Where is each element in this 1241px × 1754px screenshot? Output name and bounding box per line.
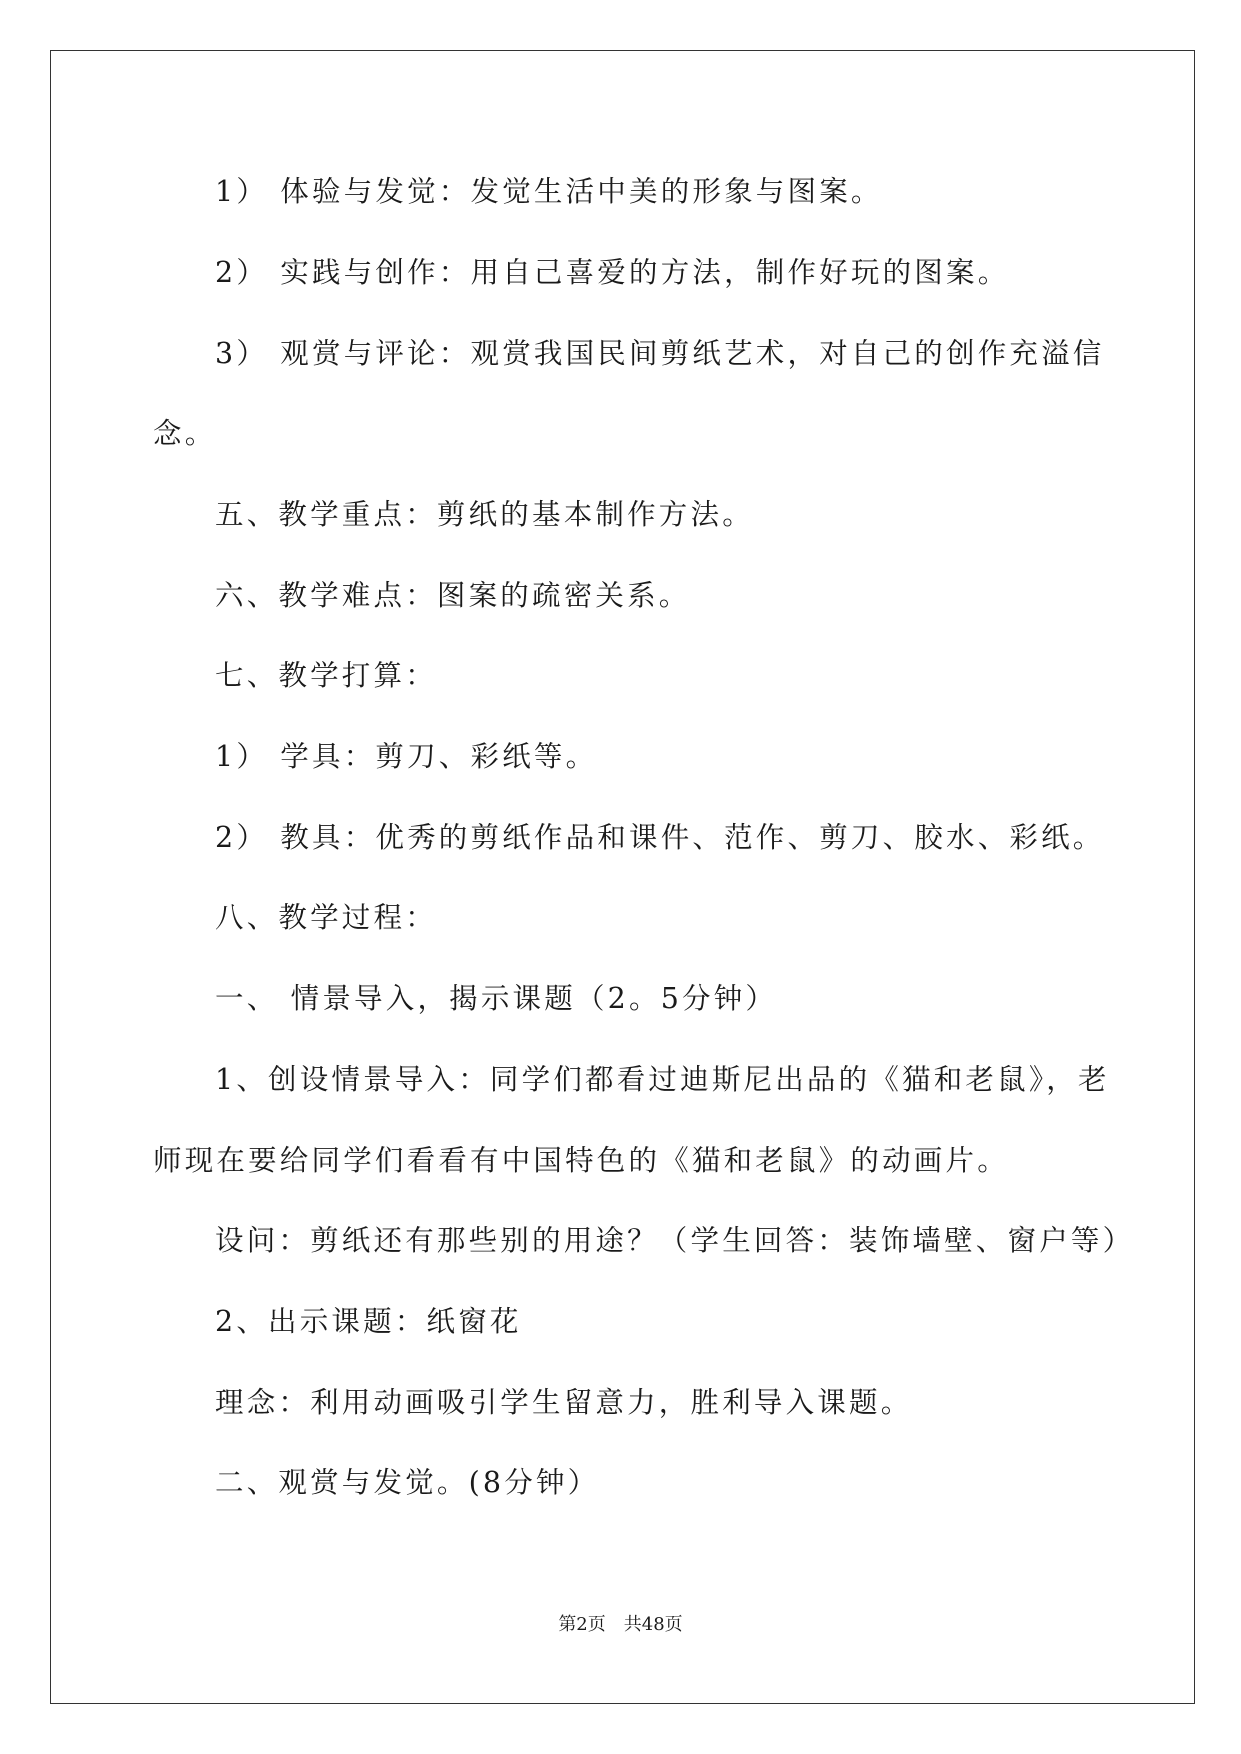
text-line: 七、教学打算：: [215, 659, 437, 692]
text-line: 五、教学重点：剪纸的基本制作方法。: [215, 498, 754, 531]
text-line: 理念：利用动画吸引学生留意力，胜利导入课题。: [215, 1386, 913, 1419]
text-line: 一、 情景导入，揭示课题（2。5分钟）: [215, 982, 778, 1015]
text-line: 六、教学难点：图案的疏密关系。: [215, 579, 691, 612]
text-line: 八、教学过程：: [215, 901, 437, 934]
text-line: 念。: [153, 417, 217, 450]
page-border: [50, 50, 1195, 1704]
text-line: 2） 教具：优秀的剪纸作品和课件、范作、剪刀、胶水、彩纸。: [215, 821, 1105, 854]
text-line: 3） 观赏与评论：观赏我国民间剪纸艺术，对自己的创作充溢信: [215, 337, 1105, 370]
text-line: 1、创设情景导入：同学们都看过迪斯尼出品的《猫和老鼠》，老: [215, 1063, 1110, 1096]
text-line: 二、观赏与发觉。(8分钟）: [215, 1466, 600, 1499]
text-line: 1） 体验与发觉：发觉生活中美的形象与图案。: [215, 175, 883, 208]
page-number-footer: 第2页 共48页: [558, 1614, 683, 1635]
text-line: 设问：剪纸还有那些别的用途？（学生回答：装饰墙壁、窗户等）: [215, 1224, 1135, 1257]
text-line: 2、出示课题：纸窗花: [215, 1305, 522, 1338]
text-line: 2） 实践与创作：用自己喜爱的方法，制作好玩的图案。: [215, 256, 1010, 289]
text-line: 1） 学具：剪刀、彩纸等。: [215, 740, 598, 773]
text-line: 师现在要给同学们看看有中国特色的《猫和老鼠》的动画片。: [153, 1144, 1009, 1177]
